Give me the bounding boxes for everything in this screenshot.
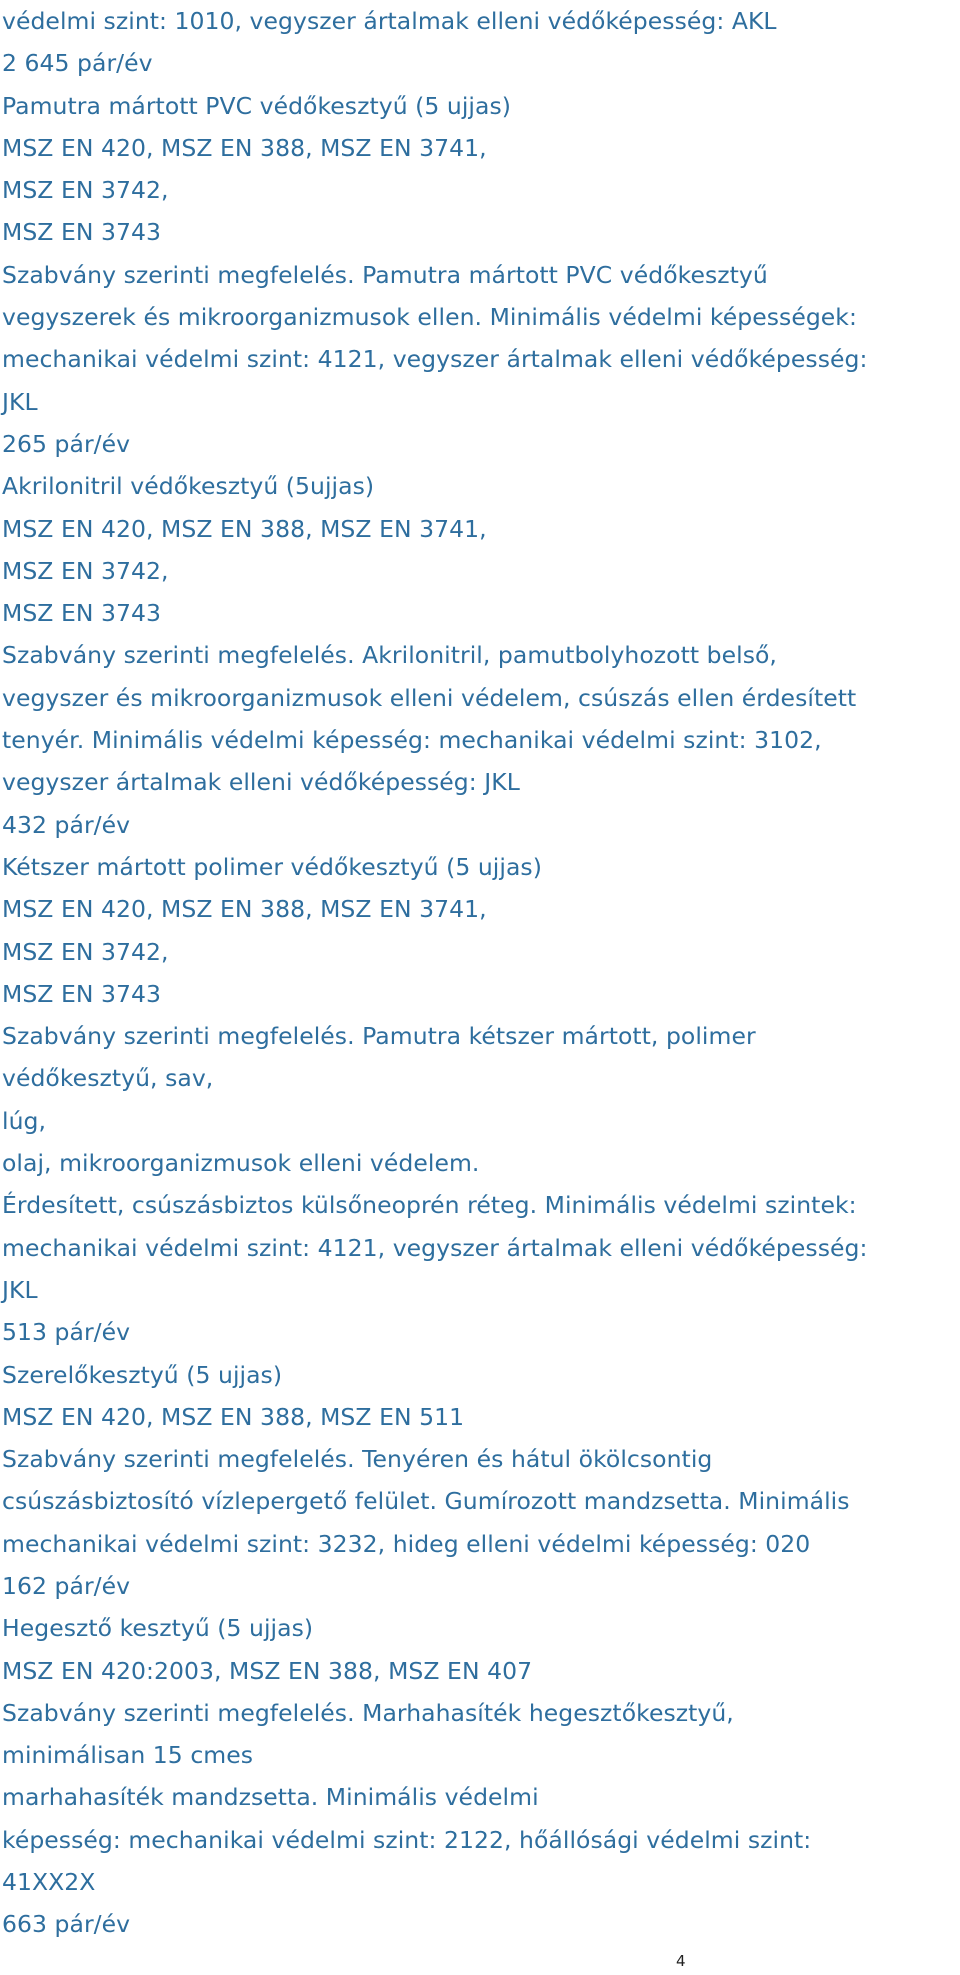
standards-line: MSZ EN 420, MSZ EN 388, MSZ EN 3741, bbox=[2, 895, 487, 924]
description-line: Szabvány szerinti megfelelés. Pamutra kétszer mártott, polimer bbox=[2, 1022, 756, 1051]
description-line: Érdesített, csúszásbiztos külsőneoprén réteg. Minimális védelmi szintek: bbox=[2, 1191, 857, 1220]
standards-line: MSZ EN 3743 bbox=[2, 599, 162, 628]
description-line: csúszásbiztosító vízlepergető felület. Gumírozott mandzsetta. Minimális bbox=[2, 1487, 850, 1516]
quantity-line: 432 pár/év bbox=[2, 810, 131, 839]
description-line: vegyszer és mikroorganizmusok elleni védelem, csúszás ellen érdesített bbox=[2, 683, 857, 712]
description-line: Szabvány szerinti megfelelés. Akrilonitril, pamutbolyhozott belső, bbox=[2, 641, 777, 670]
description-line: JKL bbox=[2, 387, 38, 416]
description-line: minimálisan 15 cmes bbox=[2, 1741, 254, 1770]
product-name: Szerelőkesztyű (5 ujjas) bbox=[2, 1360, 283, 1389]
description-line: Szabvány szerinti megfelelés. Marhahasíték hegesztőkesztyű, bbox=[2, 1698, 734, 1727]
description-line: védőkesztyű, sav, bbox=[2, 1064, 214, 1093]
standards-line: MSZ EN 420, MSZ EN 388, MSZ EN 3741, bbox=[2, 133, 487, 162]
product-name: Pamutra mártott PVC védőkesztyű (5 ujjas) bbox=[2, 91, 511, 120]
text-line: védelmi szint: 1010, vegyszer ártalmak elleni védőképesség: AKL bbox=[2, 7, 777, 35]
description-line: vegyszer ártalmak elleni védőképesség: JKL bbox=[2, 768, 520, 797]
standards-line: MSZ EN 3743 bbox=[2, 979, 162, 1008]
quantity-line: 513 pár/év bbox=[2, 1318, 131, 1347]
description-line: vegyszerek és mikroorganizmusok ellen. Minimális védelmi képességek: bbox=[2, 303, 857, 332]
standards-line: MSZ EN 3742, bbox=[2, 176, 169, 205]
description-line: 41XX2X bbox=[2, 1868, 96, 1897]
description-line: mechanikai védelmi szint: 3232, hideg elleni védelmi képesség: 020 bbox=[2, 1529, 811, 1558]
standards-line: MSZ EN 420:2003, MSZ EN 388, MSZ EN 407 bbox=[2, 1656, 533, 1685]
description-line: képesség: mechanikai védelmi szint: 2122, hőállósági védelmi szint: bbox=[2, 1825, 812, 1854]
description-line: marhahasíték mandzsetta. Minimális védelmi bbox=[2, 1783, 539, 1812]
product-name: Kétszer mártott polimer védőkesztyű (5 ujjas) bbox=[2, 852, 542, 881]
page-number: 4 bbox=[676, 1952, 686, 1970]
product-name: Hegesztő kesztyű (5 ujjas) bbox=[2, 1614, 314, 1643]
quantity-line: 663 pár/év bbox=[2, 1910, 131, 1939]
product-name: Akrilonitril védőkesztyű (5ujjas) bbox=[2, 472, 375, 501]
description-line: lúg, bbox=[2, 1106, 47, 1135]
description-line: mechanikai védelmi szint: 4121, vegyszer ártalmak elleni védőképesség: bbox=[2, 1233, 868, 1262]
description-line: mechanikai védelmi szint: 4121, vegyszer ártalmak elleni védőképesség: bbox=[2, 345, 868, 374]
document-body bbox=[2, 0, 952, 1946]
quantity-line: 265 pár/év bbox=[2, 429, 131, 458]
standards-line: MSZ EN 3742, bbox=[2, 556, 169, 585]
description-line: Szabvány szerinti megfelelés. Tenyéren és hátul ökölcsontig bbox=[2, 1445, 713, 1474]
standards-line: MSZ EN 3743 bbox=[2, 218, 162, 247]
description-line: Szabvány szerinti megfelelés. Pamutra mártott PVC védőkesztyű bbox=[2, 260, 768, 289]
description-line: JKL bbox=[2, 1275, 38, 1304]
quantity-line: 162 pár/év bbox=[2, 1571, 131, 1600]
quantity-line: 2 645 pár/év bbox=[2, 49, 153, 78]
standards-line: MSZ EN 3742, bbox=[2, 937, 169, 966]
standards-line: MSZ EN 420, MSZ EN 388, MSZ EN 511 bbox=[2, 1402, 465, 1431]
description-line: olaj, mikroorganizmusok elleni védelem. bbox=[2, 1149, 480, 1178]
description-line: tenyér. Minimális védelmi képesség: mechanikai védelmi szint: 3102, bbox=[2, 726, 822, 755]
standards-line: MSZ EN 420, MSZ EN 388, MSZ EN 3741, bbox=[2, 514, 487, 543]
